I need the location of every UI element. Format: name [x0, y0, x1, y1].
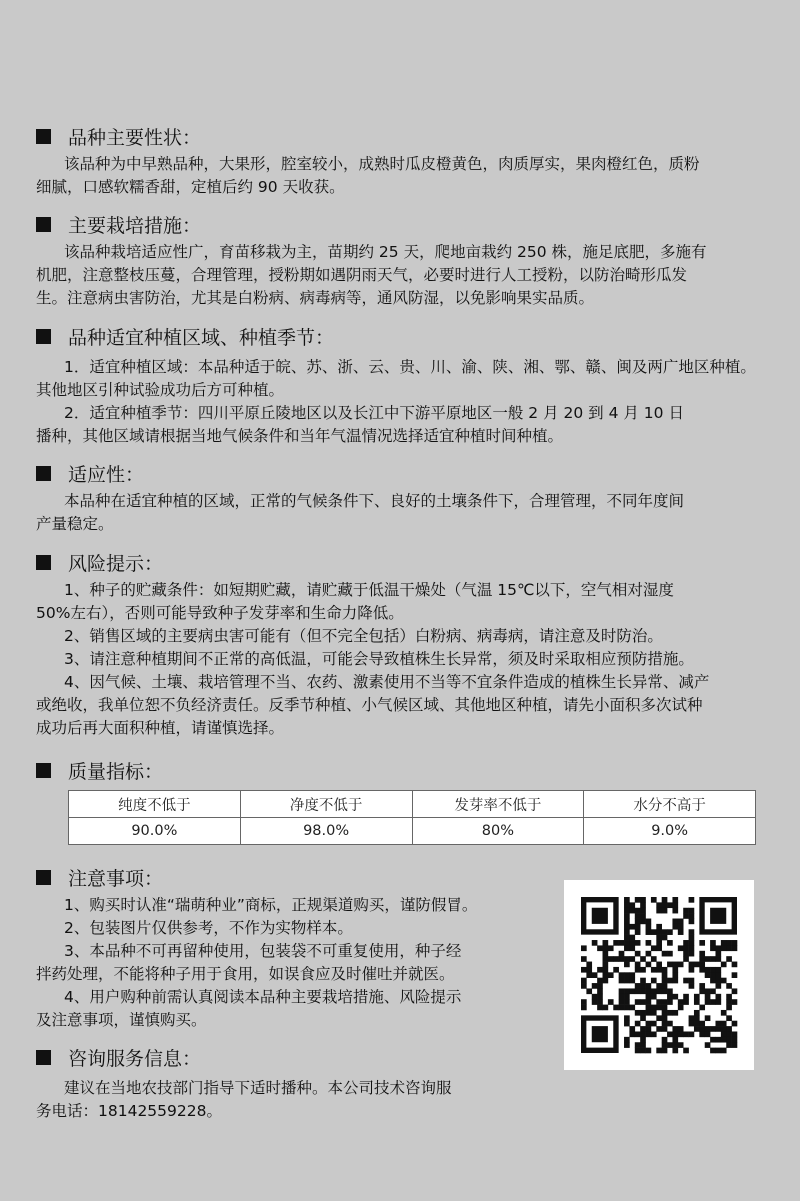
paragraph-line: 1、购买时认准“瑞萌种业”商标，正规渠道购买，谨防假冒。: [64, 896, 478, 914]
table-cell: 80%: [412, 818, 584, 845]
paragraph-line: 成功后再大面积种植，请谨慎选择。: [36, 719, 285, 737]
paragraph-line: 1．适宜种植区域：本品种适于皖、苏、浙、云、贵、川、渝、陕、湘、鄂、赣、闽及两广地区种植。: [64, 358, 756, 376]
section-contact: [36, 1043, 536, 1123]
paragraph-line: 3、本品种不可再留种使用，包装袋不可重复使用，种子经: [64, 942, 462, 960]
section-heading: 风险提示：: [36, 548, 766, 576]
paragraph-line: 建议在当地农技部门指导下适时播种。本公司技术咨询服: [64, 1079, 452, 1097]
paragraph-line: 2．适宜种植季节：四川平原丘陵地区以及长江中下游平原地区一般 2 月 20 到 4 月 10 日: [64, 404, 684, 422]
bullet-square-icon: [36, 329, 51, 344]
paragraph-line: 1、种子的贮藏条件：如短期贮藏，请贮藏于低温干燥处（气温 15℃以下，空气相对湿度: [64, 581, 674, 599]
table-cell: 98.0%: [240, 818, 412, 845]
section-adaptability: [36, 459, 766, 536]
qr-code-icon: [564, 880, 754, 1070]
section-traits: [36, 122, 766, 199]
paragraph-line: 生。注意病虫害防治，尤其是白粉病、病毒病等，通风防湿，以免影响果实品质。: [36, 289, 595, 307]
table-header-cell: 发芽率不低于: [412, 791, 584, 818]
paragraph-line: 其他地区引种试验成功后方可种植。: [36, 381, 285, 399]
paragraph-line: 2、销售区域的主要病虫害可能有（但不完全包括）白粉病、病毒病，请注意及时防治。: [64, 627, 663, 645]
bullet-square-icon: [36, 870, 51, 885]
paragraph-line: 2、包装图片仅供参考，不作为实物样本。: [64, 919, 353, 937]
section-risk: [36, 548, 766, 740]
paragraph-line: 本品种在适宜种植的区域，正常的气候条件下、良好的土壤条件下，合理管理，不同年度间: [64, 492, 685, 510]
table-row: [69, 818, 756, 845]
section-notes: [36, 863, 536, 1032]
quality-table: [68, 790, 756, 845]
bullet-square-icon: [36, 217, 51, 232]
paragraph-line: 细腻，口感软糯香甜，定植后约 90 天收获。: [36, 178, 345, 196]
paragraph-line: 或绝收，我单位恕不负经济责任。反季节种植、小气候区域、其他地区种植，请先小面积多次试种: [36, 696, 703, 714]
paragraph-line: 播种，其他区域请根据当地气候条件和当年气温情况选择适宜种植时间种植。: [36, 427, 564, 445]
section-cultivation: [36, 210, 766, 310]
section-region-season: [36, 322, 766, 448]
section-heading: 注意事项：: [36, 863, 536, 891]
paragraph-line: 产量稳定。: [36, 515, 114, 533]
paragraph-line: 拌药处理，不能将种子用于食用，如误食应及时催吐并就医。: [36, 965, 455, 983]
section-heading: 咨询服务信息：: [36, 1043, 536, 1071]
paragraph-line: 及注意事项，谨慎购买。: [36, 1011, 207, 1029]
paragraph-line: 3、请注意种植期间不正常的高低温，可能会导致植株生长异常，须及时采取相应预防措施。: [64, 650, 694, 668]
bullet-square-icon: [36, 129, 51, 144]
section-heading: 品种适宜种植区域、种植季节：: [36, 322, 766, 350]
bullet-square-icon: [36, 555, 51, 570]
section-heading: 品种主要性状：: [36, 122, 766, 150]
paragraph-line: 该品种栽培适应性广，育苗移栽为主，苗期约 25 天，爬地亩栽约 250 株，施足底肥，多施有: [64, 243, 707, 261]
qr-code-graphic: [564, 880, 754, 1070]
paragraph-line: 机肥，注意整枝压蔓，合理管理，授粉期如遇阴雨天气，必要时进行人工授粉，以防治畸形瓜发: [36, 266, 688, 284]
table-header-cell: 水分不高于: [584, 791, 756, 818]
table-cell: 90.0%: [69, 818, 241, 845]
table-header-cell: 纯度不低于: [69, 791, 241, 818]
section-heading: 主要栽培措施：: [36, 210, 766, 238]
bullet-square-icon: [36, 1050, 51, 1065]
section-heading: 质量指标：: [36, 756, 766, 784]
paragraph-line: 50%左右），否则可能导致种子发芽率和生命力降低。: [36, 604, 404, 622]
bullet-square-icon: [36, 763, 51, 778]
paragraph-line: 务电话：18142559228。: [36, 1102, 222, 1120]
section-quality: [36, 756, 766, 784]
paragraph-line: 4、用户购种前需认真阅读本品种主要栽培措施、风险提示: [64, 988, 462, 1006]
bullet-square-icon: [36, 466, 51, 481]
table-cell: 9.0%: [584, 818, 756, 845]
table-header-row: [69, 791, 756, 818]
table-header-cell: 净度不低于: [240, 791, 412, 818]
section-heading: 适应性：: [36, 459, 766, 487]
paragraph-line: 该品种为中早熟品种，大果形，腔室较小，成熟时瓜皮橙黄色，肉质厚实，果肉橙红色，质粉: [64, 155, 700, 173]
paragraph-line: 4、因气候、土壤、栽培管理不当、农药、激素使用不当等不宜条件造成的植株生长异常、减产: [64, 673, 710, 691]
